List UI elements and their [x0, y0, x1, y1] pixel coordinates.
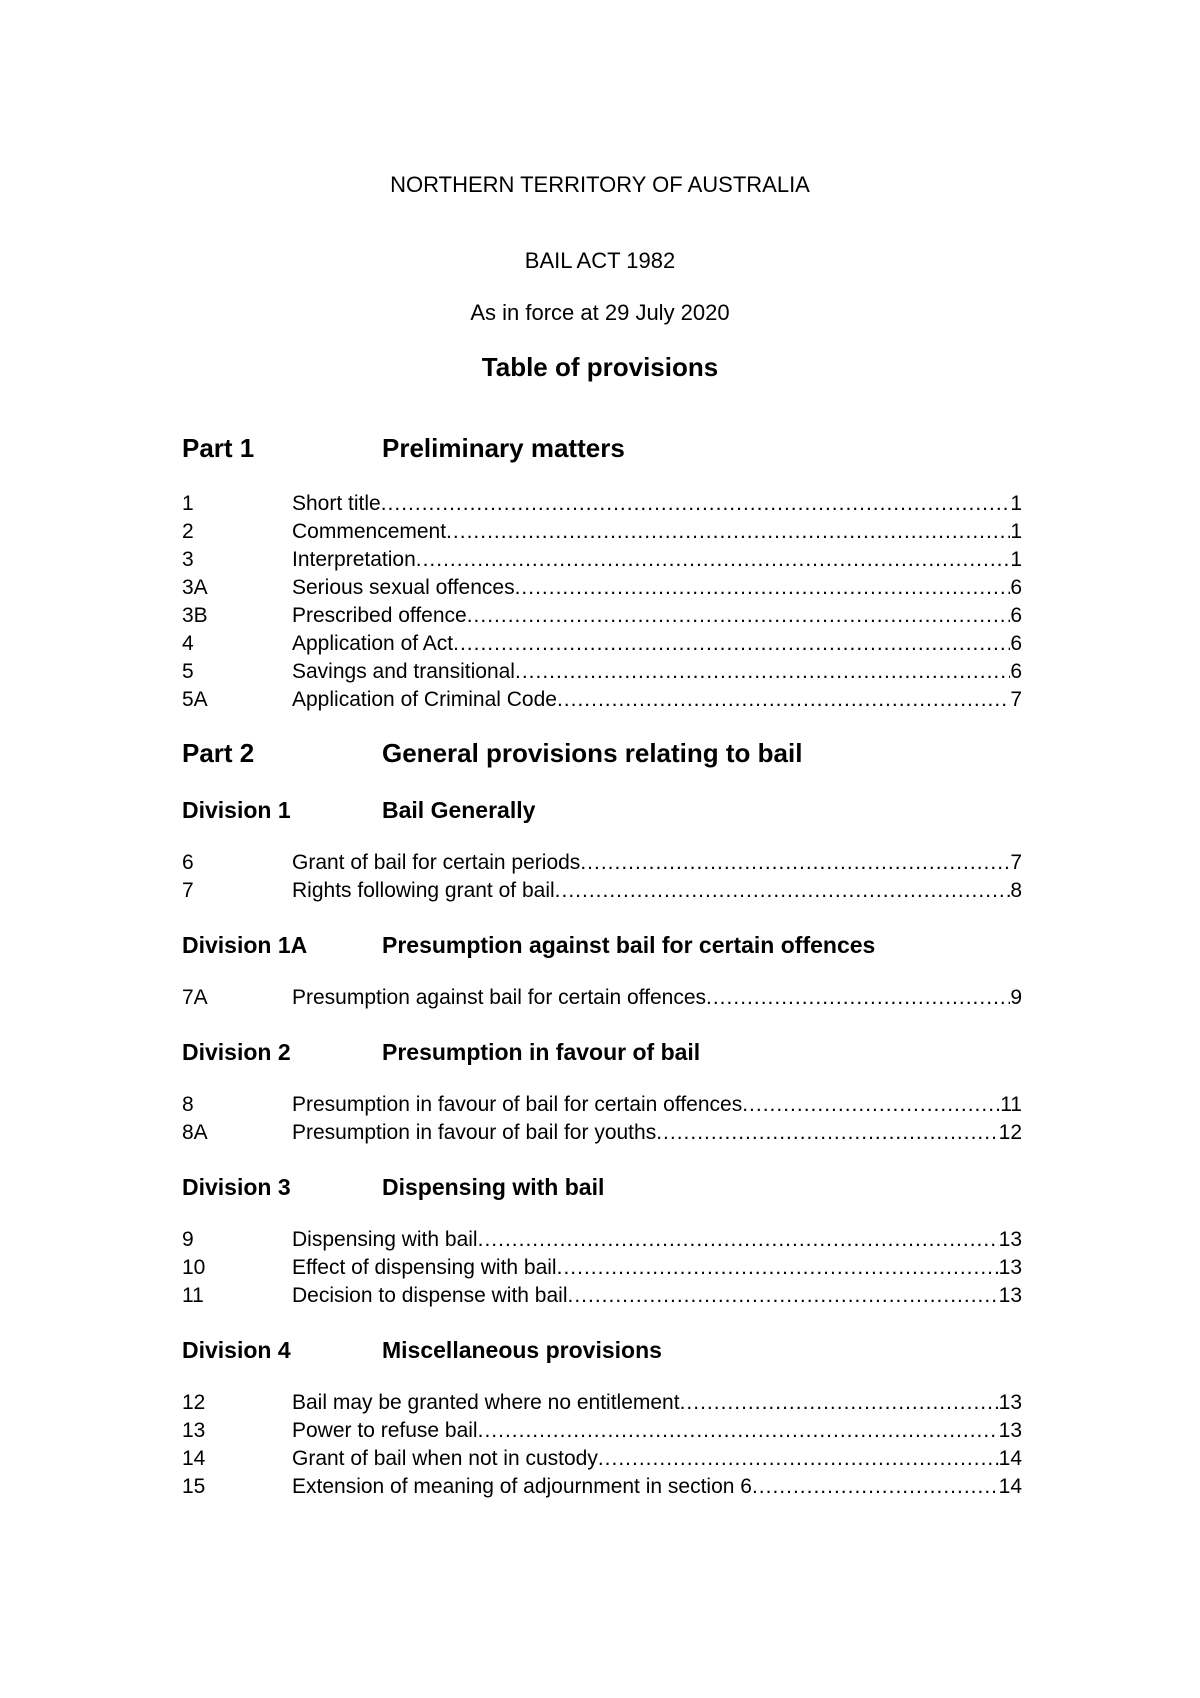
division-label: Division 4 — [182, 1337, 291, 1363]
division-title: Dispensing with bail — [382, 1174, 605, 1200]
page-number: 13 — [998, 1419, 1022, 1442]
dot-leader — [467, 602, 1011, 630]
division-title: Presumption against bail for certain offences — [382, 932, 876, 958]
page-number: 6 — [1010, 632, 1022, 655]
section-number: 4 — [182, 632, 194, 655]
section-title: Effect of dispensing with bail — [292, 1256, 557, 1279]
page-number: 13 — [998, 1228, 1022, 1251]
toc-entry[interactable] — [182, 1254, 1022, 1282]
page-number: 7 — [1010, 851, 1022, 874]
toc-entry[interactable] — [182, 984, 1022, 1012]
section-number: 3A — [182, 576, 208, 599]
page-number: 13 — [998, 1391, 1022, 1414]
section-number: 7A — [182, 986, 208, 1009]
section-number: 6 — [182, 851, 194, 874]
dot-leader — [515, 574, 1011, 602]
dot-leader — [557, 1254, 999, 1282]
as-in-force-date: As in force at 29 July 2020 — [470, 300, 730, 325]
toc-entry[interactable] — [182, 546, 1022, 574]
section-title: Short title — [292, 492, 381, 515]
section-number: 3B — [182, 604, 208, 627]
part-label: Part 1 — [182, 433, 255, 463]
section-number: 1 — [182, 492, 194, 515]
section-number: 3 — [182, 548, 194, 571]
section-title: Decision to dispense with bail — [292, 1284, 568, 1307]
dot-leader — [680, 1389, 999, 1417]
dot-leader — [580, 849, 1010, 877]
section-title: Dispensing with bail — [292, 1228, 478, 1251]
division-heading — [182, 1039, 700, 1066]
dot-leader — [478, 1226, 999, 1254]
page-number: 6 — [1010, 604, 1022, 627]
page-number: 13 — [998, 1284, 1022, 1307]
toc-entry[interactable] — [182, 1473, 1022, 1501]
dot-leader — [567, 1282, 998, 1310]
section-title: Power to refuse bail — [292, 1419, 478, 1442]
page-number: 11 — [1000, 1093, 1022, 1116]
toc-entry[interactable] — [182, 602, 1022, 630]
toc-entry[interactable] — [182, 490, 1022, 518]
page-number: 14 — [998, 1475, 1022, 1498]
division-heading — [182, 797, 535, 824]
section-number: 7 — [182, 879, 194, 902]
section-title: Interpretation — [292, 548, 416, 571]
division-title: Bail Generally — [382, 797, 536, 823]
toc-entry[interactable] — [182, 1445, 1022, 1473]
dot-leader — [752, 1473, 999, 1501]
division-label: Division 3 — [182, 1174, 291, 1200]
section-title: Commencement — [292, 520, 447, 543]
dot-leader — [381, 490, 1011, 518]
page-number: 12 — [998, 1121, 1022, 1144]
page-number: 13 — [998, 1256, 1022, 1279]
page-number: 14 — [998, 1447, 1022, 1470]
toc-entry[interactable] — [182, 1389, 1022, 1417]
part-heading — [182, 738, 802, 769]
section-title: Serious sexual offences — [292, 576, 515, 599]
section-number: 5 — [182, 660, 194, 683]
toc-title: Table of provisions — [481, 352, 719, 382]
page-number: 1 — [1010, 492, 1022, 515]
section-title: Prescribed offence — [292, 604, 467, 627]
part-title: Preliminary matters — [382, 433, 625, 463]
dot-leader — [555, 877, 1011, 905]
page-number: 1 — [1010, 548, 1022, 571]
toc-entry[interactable] — [182, 877, 1022, 905]
part-title: General provisions relating to bail — [382, 738, 803, 768]
section-number: 10 — [182, 1256, 206, 1279]
division-heading — [182, 1337, 662, 1364]
toc-entry[interactable] — [182, 1417, 1022, 1445]
toc-entry[interactable] — [182, 630, 1022, 658]
division-heading — [182, 1174, 604, 1201]
toc-entry[interactable] — [182, 658, 1022, 686]
act-title: BAIL ACT 1982 — [524, 248, 676, 273]
dot-leader — [557, 686, 1010, 714]
dot-leader — [453, 630, 1010, 658]
section-number: 9 — [182, 1228, 194, 1251]
section-title: Grant of bail for certain periods — [292, 851, 581, 874]
toc-entry[interactable] — [182, 1119, 1022, 1147]
section-number: 8A — [182, 1121, 208, 1144]
section-number: 2 — [182, 520, 194, 543]
jurisdiction-heading: NORTHERN TERRITORY OF AUSTRALIA — [390, 172, 810, 197]
section-title: Savings and transitional — [292, 660, 515, 683]
toc-entry[interactable] — [182, 849, 1022, 877]
section-number: 5A — [182, 688, 208, 711]
section-title: Presumption in favour of bail for youths — [292, 1121, 657, 1144]
page-number: 7 — [1010, 688, 1022, 711]
dot-leader — [742, 1091, 1000, 1119]
division-title: Presumption in favour of bail — [382, 1039, 701, 1065]
section-number: 12 — [182, 1391, 206, 1414]
dot-leader — [656, 1119, 998, 1147]
dot-leader — [446, 518, 1010, 546]
dot-leader — [515, 658, 1010, 686]
section-title: Application of Criminal Code — [292, 688, 557, 711]
section-number: 14 — [182, 1447, 206, 1470]
section-number: 15 — [182, 1475, 206, 1498]
page-number: 9 — [1010, 986, 1022, 1009]
dot-leader — [478, 1417, 999, 1445]
division-label: Division 2 — [182, 1039, 291, 1065]
section-number: 8 — [182, 1093, 194, 1116]
section-title: Presumption against bail for certain offences — [292, 986, 707, 1009]
toc-entry[interactable] — [182, 1282, 1022, 1310]
division-label: Division 1A — [182, 932, 308, 958]
page-number: 1 — [1010, 520, 1022, 543]
division-heading — [182, 932, 875, 959]
section-title: Presumption in favour of bail for certain offences — [292, 1093, 743, 1116]
section-number: 13 — [182, 1419, 206, 1442]
page-number: 6 — [1010, 576, 1022, 599]
part-label: Part 2 — [182, 738, 255, 768]
toc-entry[interactable] — [182, 574, 1022, 602]
dot-leader — [416, 546, 1011, 574]
page-number: 8 — [1010, 879, 1022, 902]
toc-entry[interactable] — [182, 1226, 1022, 1254]
division-label: Division 1 — [182, 797, 291, 823]
page-number: 6 — [1010, 660, 1022, 683]
part-heading — [182, 433, 625, 464]
section-title: Grant of bail when not in custody — [292, 1447, 598, 1470]
section-title: Application of Act — [292, 632, 454, 655]
dot-leader — [598, 1445, 999, 1473]
section-number: 11 — [182, 1284, 204, 1307]
toc-entry[interactable] — [182, 1091, 1022, 1119]
section-title: Bail may be granted where no entitlement — [292, 1391, 680, 1414]
dot-leader — [706, 984, 1010, 1012]
section-title: Extension of meaning of adjournment in section 6 — [292, 1475, 752, 1498]
division-title: Miscellaneous provisions — [382, 1337, 662, 1363]
toc-entry[interactable] — [182, 686, 1022, 714]
toc-entry[interactable] — [182, 518, 1022, 546]
section-title: Rights following grant of bail — [292, 879, 555, 902]
